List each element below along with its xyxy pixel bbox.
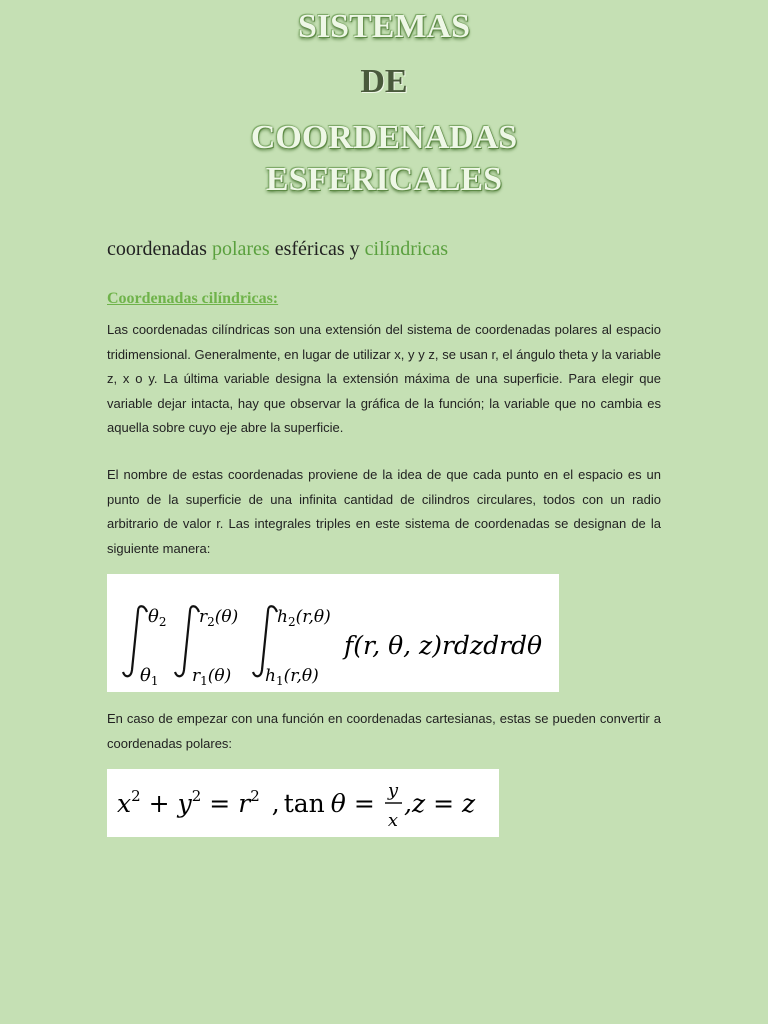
subtitle-word-polares: polares xyxy=(211,238,270,260)
document-title xyxy=(0,0,768,198)
section-heading: Coordenadas cilíndricas: xyxy=(107,290,279,307)
lim2-upper: $r_2(\theta)$ xyxy=(199,607,239,629)
lim1-upper: $\theta_2$ xyxy=(148,606,167,629)
lim3-lower: $h_1(r,\theta)$ xyxy=(265,666,319,688)
triple-integral-svg xyxy=(107,574,559,692)
lim3-upper: $h_2(r,\theta)$ xyxy=(277,607,331,629)
lim2-lower: $r_1(\theta)$ xyxy=(192,666,232,688)
title-line-1: SISTEMAS xyxy=(298,8,470,45)
conversion-equation: $x^2 + y^2 = r^2$ , tan θ = xyxy=(117,787,375,818)
title-line-3: COORDENADAS xyxy=(250,119,518,156)
paragraph-1: Las coordenadas cilíndricas son una extensión del sistema de coordenadas polares al espacio tridimensional. Generalmente, en lugar de utilizar x, y y z, se usan r, el ángulo theta y la variable z, x o y. La última variable designa la extensión máxima de una superficie. Para elegir que variable dejar intacta, hay que observar la gráfica de la función; la variable que no cambia es aquella sobre cuyo eje abre la superficie. xyxy=(107,322,661,435)
conversion-formula-svg xyxy=(107,769,499,837)
triple-integral-formula xyxy=(107,574,559,692)
subtitle-word-3: esféricas y xyxy=(269,238,365,260)
lim1-lower: $\theta_1$ xyxy=(140,665,159,688)
conversion-formula xyxy=(107,769,499,837)
subtitle xyxy=(107,238,448,261)
integrand: f(r, θ, z)rdzdrdθ xyxy=(344,631,543,660)
title-line-4-clipped: ESFERICALES xyxy=(265,161,503,198)
conversion-tail: ,z = z xyxy=(404,789,476,818)
fraction-numerator: y xyxy=(387,780,399,801)
fraction-denominator: x xyxy=(387,810,399,831)
title-line-2: DE xyxy=(360,63,408,100)
paragraph-3: En caso de empezar con una función en coordenadas cartesianas, estas se pueden convertir a coordenadas polares: xyxy=(107,711,661,751)
paragraph-2: El nombre de estas coordenadas proviene de la idea de que cada punto en el espacio es un punto de la superficie de una infinita cantidad de cilindros circulares, todos con un radio arbitrario de valor r. Las integrales triples en este sistema de coordenadas se designan de la siguiente manera: xyxy=(107,467,661,556)
subtitle-word-cilindricas: cilíndricas xyxy=(364,238,448,260)
subtitle-word-1: coordenadas xyxy=(107,238,212,260)
